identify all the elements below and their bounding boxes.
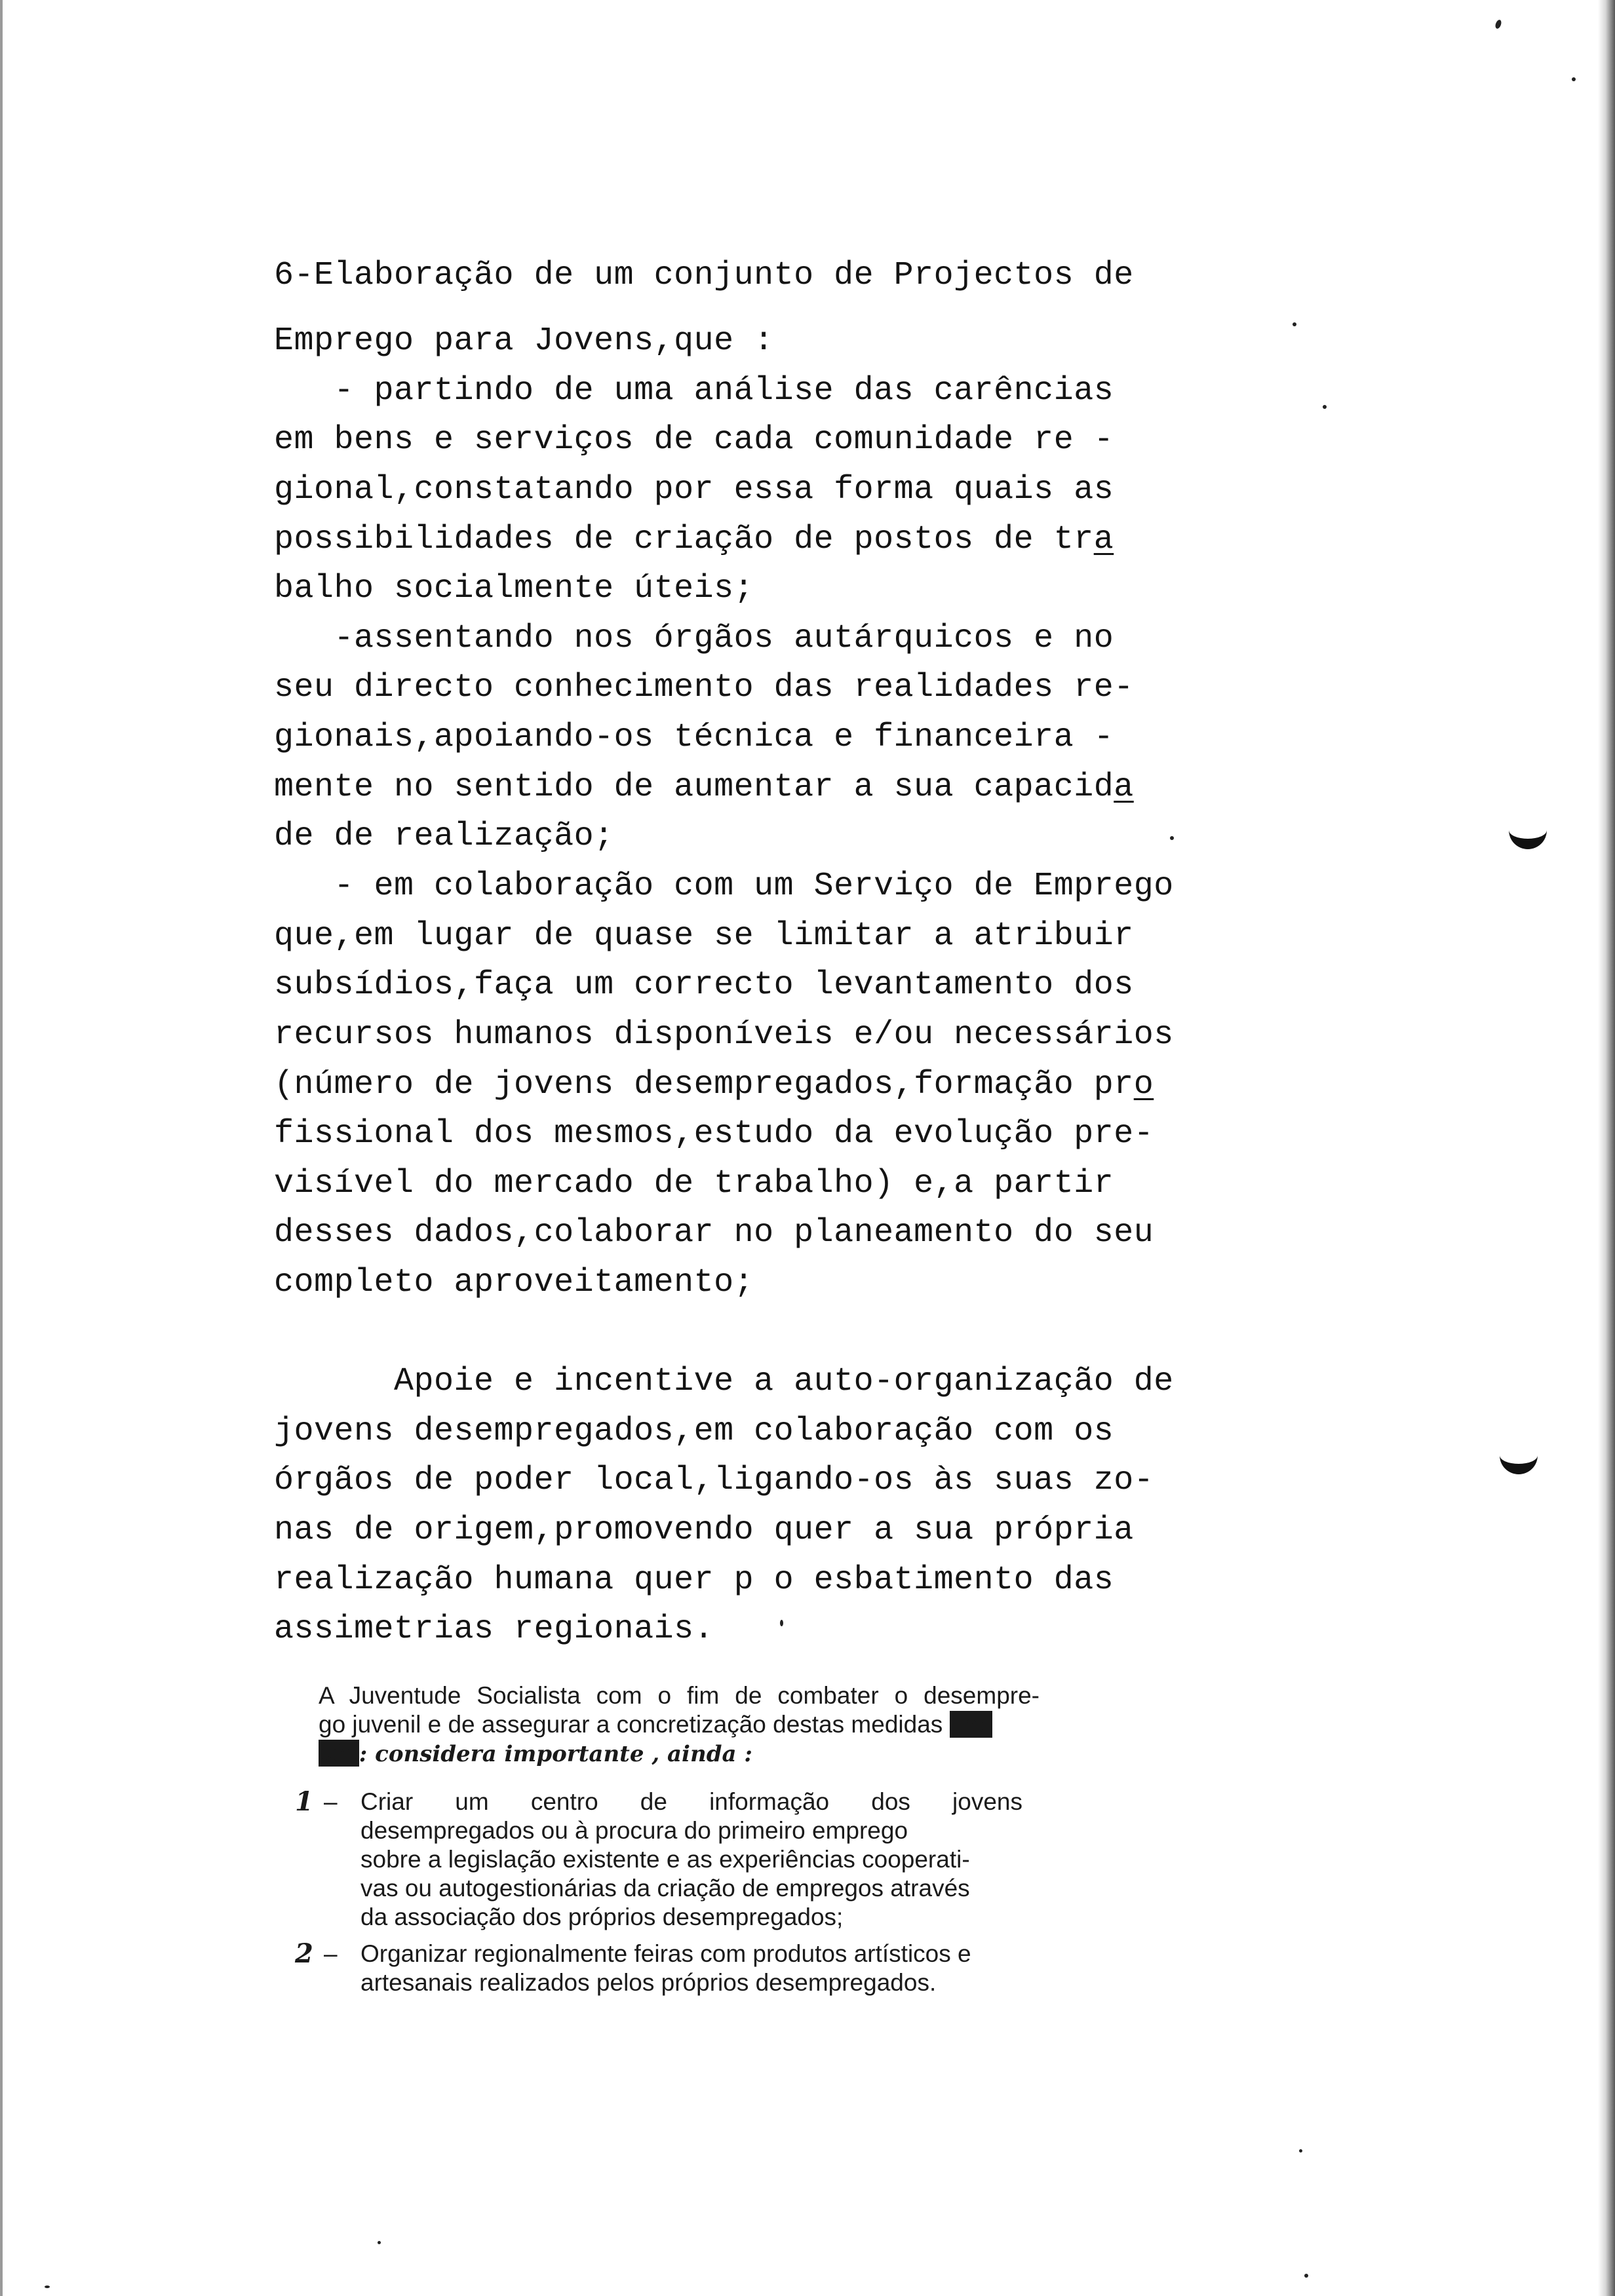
tw-line: -assentando nos órgãos autárquicos e no (274, 620, 1114, 657)
intro-line-text: go juvenil e de assegurar a concretização destas medidas (319, 1711, 943, 1738)
tw-line: gionais,apoiando-os técnica e financeira - (274, 719, 1114, 756)
list-item-2 (295, 1940, 1022, 1997)
struck-word: pro- (949, 1711, 993, 1738)
tw-line: visível do mercado de trabalho) e,a partir (274, 1165, 1114, 1202)
tw-line: nas de origem,promovendo quer a sua própria (274, 1512, 1134, 1549)
scan-speck (1170, 836, 1174, 840)
tw-line: Apoie e incentive a auto-organização de (274, 1363, 1174, 1400)
tw-line-text: possibilidades de criação de postos de tr (274, 521, 1094, 558)
underlined-letter: o (1133, 1066, 1154, 1103)
tw-line-with-underline (274, 769, 1134, 806)
tw-line: - partindo de uma análise das carências (274, 372, 1114, 410)
scan-speck (1323, 405, 1327, 409)
tw-line: de de realização; (274, 818, 614, 855)
item-line: desempregados ou à procura do primeiro emprego (360, 1817, 908, 1844)
item-line: vas ou autogestionárias da criação de empregos através (360, 1875, 970, 1902)
tw-line: - em colaboração com um Serviço de Emprego (274, 868, 1174, 905)
tw-line: fissional dos mesmos,estudo da evolução pre- (274, 1115, 1154, 1153)
intro-line: A Juventude Socialista com o fim de combater o desempre- (319, 1682, 1040, 1709)
tw-line-text: mente no sentido de aumentar a sua capacid (274, 769, 1114, 806)
tw-line: órgãos de poder local,ligando-os às suas zo- (274, 1462, 1154, 1499)
tw-line: em bens e serviços de cada comunidade re - (274, 421, 1114, 459)
scan-speck (1494, 19, 1502, 29)
tw-line: seu directo conhecimento das realidades re- (274, 669, 1134, 706)
tw-line: 6-Elaboração de um conjunto de Projectos de (274, 257, 1134, 294)
tw-line: subsídios,faça um correcto levantamento dos (274, 966, 1134, 1004)
handwritten-insertion: : considera importante , ainda : (359, 1741, 752, 1767)
tw-line: Emprego para Jovens,que : (274, 322, 774, 360)
item-number: 1 (295, 1786, 313, 1817)
scan-speck (1293, 322, 1296, 326)
scan-speck (1299, 2149, 1302, 2152)
tw-line: gional,constatando por essa forma quais as (274, 471, 1114, 508)
printed-intro (319, 1681, 1040, 1769)
item-number: 2 (295, 1938, 313, 1969)
tw-line-text: (número de jovens desempregados,formação pr (274, 1066, 1134, 1103)
tw-line: recursos humanos disponíveis e/ou necessários (274, 1016, 1174, 1054)
item-line: Organizar regionalmente feiras com produtos artísticos e (360, 1940, 971, 1967)
tw-line: balho socialmente úteis; (274, 570, 754, 607)
tw-line: jovens desempregados,em colaboração com os (274, 1413, 1114, 1450)
scan-speck (378, 2241, 381, 2244)
item-line: sobre a legislação existente e as experiências cooperati- (360, 1846, 970, 1873)
tw-line: realização humana quer p o esbatimento das (274, 1561, 1114, 1599)
punch-hole-mark (1500, 1435, 1538, 1474)
page-edge-right (1598, 0, 1615, 2296)
intro-line-3 (319, 1739, 1040, 1769)
tw-line-with-underline (274, 521, 1114, 558)
tw-line-with-underline (274, 1066, 1154, 1103)
item-line: da associação dos próprios desempregados; (360, 1904, 844, 1930)
tw-line: que,em lugar de quase se limitar a atribuir (274, 917, 1134, 955)
item-line: Criar um centro de informação dos jovens (360, 1788, 1022, 1815)
scan-speck (1304, 2274, 1308, 2278)
scan-speck (1572, 77, 1576, 81)
tw-line: assimetrias regionais. (274, 1611, 714, 1648)
scan-speck (45, 2286, 50, 2288)
tw-line: completo aproveitamento; (274, 1264, 754, 1301)
intro-line-2 (319, 1710, 1040, 1739)
item-dash: – (324, 1940, 338, 1967)
page-edge-left (0, 0, 3, 2296)
item-dash: – (324, 1788, 338, 1815)
item-line: artesanais realizados pelos próprios desempregados. (360, 1969, 937, 1996)
punch-hole-mark (1509, 810, 1547, 849)
list-item-1 (295, 1788, 1022, 1932)
scan-speck (780, 1620, 783, 1626)
underlined-letter: a (1093, 521, 1114, 558)
underlined-letter: a (1114, 769, 1134, 806)
struck-word: põe (319, 1740, 359, 1767)
tw-line: desses dados,colaborar no planeamento do seu (274, 1214, 1154, 1252)
